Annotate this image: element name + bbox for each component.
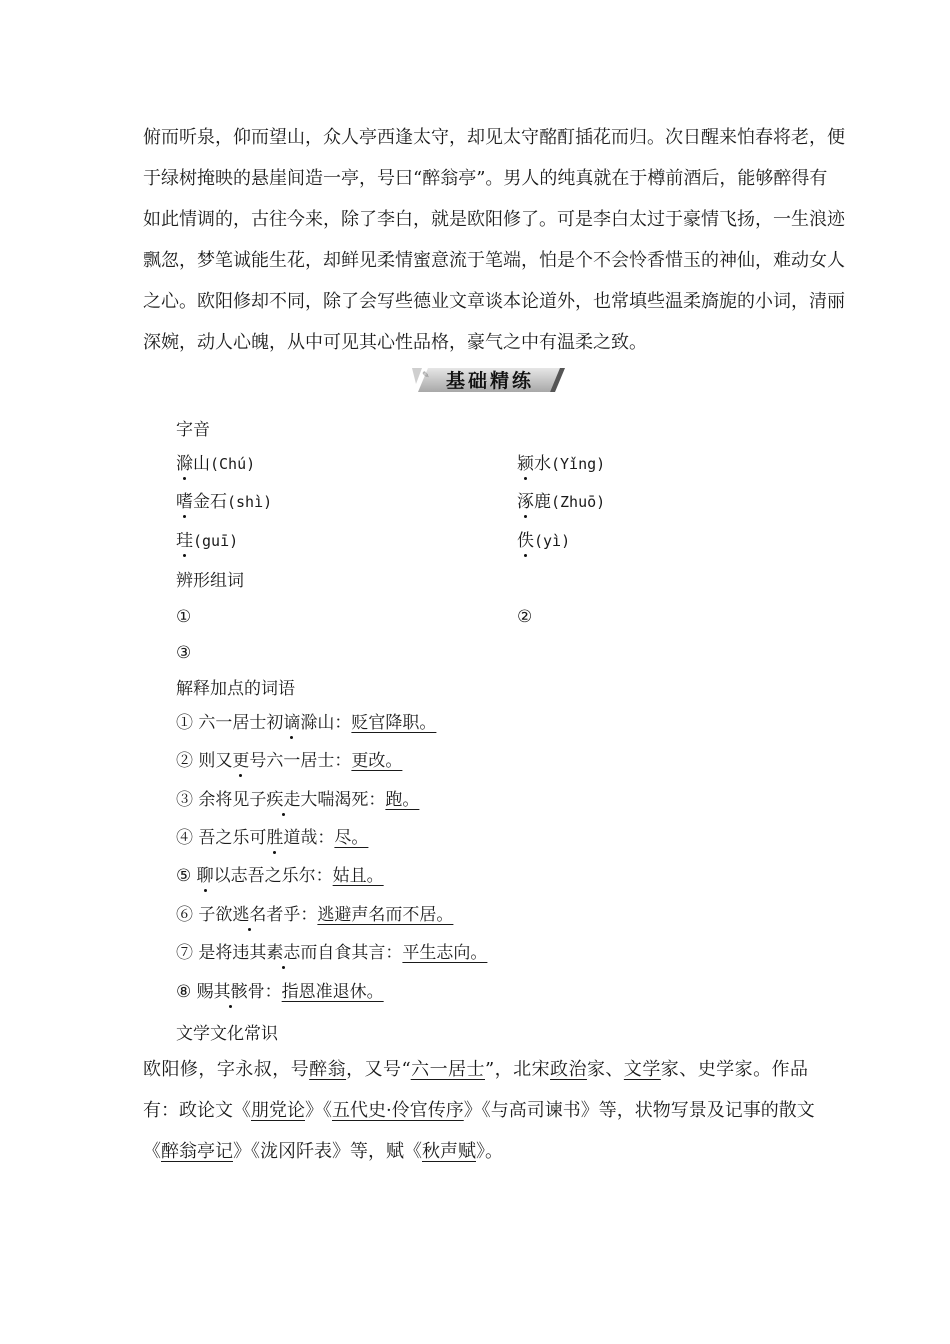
answer: 更改。 [351,751,403,771]
item-number: ⑥ [176,905,193,925]
dotted-char: 珪 [176,531,193,551]
answer: 逃避声名而不居。 [317,905,454,925]
dotted-word: 胜 [266,828,284,848]
pinyin: (yì) [534,532,571,550]
item-number: ① [176,713,193,733]
shape-heading: 辨形组词 [176,571,244,591]
pinyin: (guī) [193,532,239,550]
item-number: ④ [176,828,193,848]
answer: 指恩准退休。 [281,982,384,1002]
answer: 平生志向。 [402,943,488,963]
text: 》。 [476,1141,503,1162]
explain-item-2 [176,749,414,773]
text: 有：政论文《 [143,1100,251,1121]
answer: 尽。 [334,828,369,848]
text: 家、 [586,1059,624,1080]
dotted-word: 疾走 [266,790,301,810]
pronunciation-item-3 [176,490,272,514]
dotted-word: 更 [232,751,250,771]
item-suffix: 大喘渴死： [300,790,386,810]
intro-line-1: 俯而听泉，仰而望山，众人亭西逢太守，却见太守酩酊插花而归。次日醒来怕春将老，便 [143,127,845,148]
text: 》《 [305,1100,332,1121]
answer: 跑。 [385,790,420,810]
item-suffix: ： [264,982,282,1002]
culture-line-1 [143,1058,808,1082]
item-suffix: 道哉： [283,828,335,848]
item-prefix: 子欲 [198,905,233,925]
item-number: ② [176,751,193,771]
item-number: ⑧ [176,982,192,1002]
underlined-answer: 秋声赋 [422,1141,476,1162]
text: 欧阳修，字永叔，号 [143,1059,310,1080]
text: 》《与高司谏书》等，状物写景及记事的散文 [463,1100,815,1121]
word-rest: 鹿 [534,492,551,512]
word-rest: 水 [534,454,551,474]
item-prefix: 六一居士初 [198,713,284,733]
item-suffix: 者乎： [266,905,318,925]
underlined-answer: 政治 [550,1059,587,1080]
underlined-answer: 醉翁 [309,1059,347,1080]
item-suffix: 以志吾之乐尔： [213,866,333,886]
text: 家、史学家。作品 [660,1059,809,1080]
intro-line-6: 深婉，动人心魄，从中可见其心性品格，豪气之中有温柔之致。 [143,332,647,353]
answer: 姑且。 [332,866,384,886]
dotted-char: 颍 [517,454,534,474]
item-suffix: 滁山： [300,713,352,733]
intro-line-2: 于绿树掩映的悬崖间造一亭，号曰“醉翁亭”。男人的纯真就在于樽前酒后，能够醉得有 [143,168,828,189]
section-banner [410,364,565,394]
item-prefix: 吾之乐可 [198,828,267,848]
culture-line-3 [143,1140,808,1164]
underlined-answer: 六一居士 [410,1059,485,1080]
word-rest: 山 [193,454,210,474]
explain-item-1 [176,711,448,735]
pronunciation-item-1 [176,452,255,476]
explain-item-5 [176,864,396,888]
pinyin: (Zhuō) [551,493,606,511]
pronunciation-item-6 [517,529,570,553]
intro-line-5: 之心。欧阳修却不同，除了会写些德业文章谈本论道外，也常填些温柔旖旎的小词，清丽 [143,291,845,312]
word-rest: 金石 [193,492,227,512]
shape-label-2: ② [517,607,533,627]
intro-line-4: 飘忽，梦笔诚能生花，却鲜见柔情蜜意流于笔端，怕是个不会怜香惜玉的神仙，难动女人 [143,250,845,271]
pinyin: (shì) [227,493,273,511]
text: ”，北宋 [484,1059,551,1080]
intro-line-3: 如此情调的，古往今来，除了李白，就是欧阳修了。可是李白太过于豪情飞扬，一生浪迹 [143,209,845,230]
dotted-char: 嗜 [176,492,193,512]
pronunciation-item-2 [517,452,605,476]
item-suffix: 而自食其言： [300,943,403,963]
explain-item-6 [176,903,465,927]
pronunciation-heading: 字音 [176,420,210,440]
item-number: ③ [176,790,193,810]
shape-label-1: ① [176,607,192,627]
svg-text:✎: ✎ [422,371,430,381]
explain-item-8 [176,980,396,1004]
answer: 贬官降职。 [351,713,437,733]
explain-item-3 [176,788,431,812]
pronunciation-item-4 [517,490,605,514]
underlined-answer: 五代史·伶官传序 [332,1100,464,1121]
explain-heading: 解释加点的词语 [176,679,295,699]
item-number: ⑦ [176,943,193,963]
culture-heading: 文学文化常识 [176,1024,278,1044]
text: ，又号“ [346,1059,411,1080]
pronunciation-item-5 [176,529,238,553]
item-prefix: 则又 [198,751,233,771]
dotted-word: 赐其骸骨 [196,982,265,1002]
dotted-char: 滁 [176,454,193,474]
item-prefix: 余将见子 [198,790,267,810]
item-suffix: 号六一居士： [249,751,352,771]
pinyin: (Chú) [210,455,256,473]
item-prefix: 是将违其 [198,943,267,963]
text: 《 [143,1141,161,1162]
pinyin: (Yǐng) [551,455,606,473]
explain-item-7 [176,941,499,965]
dotted-word: 谪 [283,713,301,733]
underlined-answer: 文学 [623,1059,661,1080]
shape-label-3: ③ [176,643,192,663]
text: 》《泷冈阡表》等，赋《 [233,1141,422,1162]
culture-line-2 [143,1099,815,1123]
dotted-char: 佚 [517,531,534,551]
explain-item-4 [176,826,380,850]
underlined-answer: 朋党论 [251,1100,305,1121]
dotted-word: 素志 [266,943,301,963]
item-number: ⑤ [176,866,192,886]
dotted-word: 逃名 [232,905,267,925]
underlined-answer: 醉翁亭记 [161,1141,233,1162]
dotted-word: 聊 [196,866,214,886]
dotted-char: 涿 [517,492,534,512]
section-title: 基础精练 [446,370,535,392]
